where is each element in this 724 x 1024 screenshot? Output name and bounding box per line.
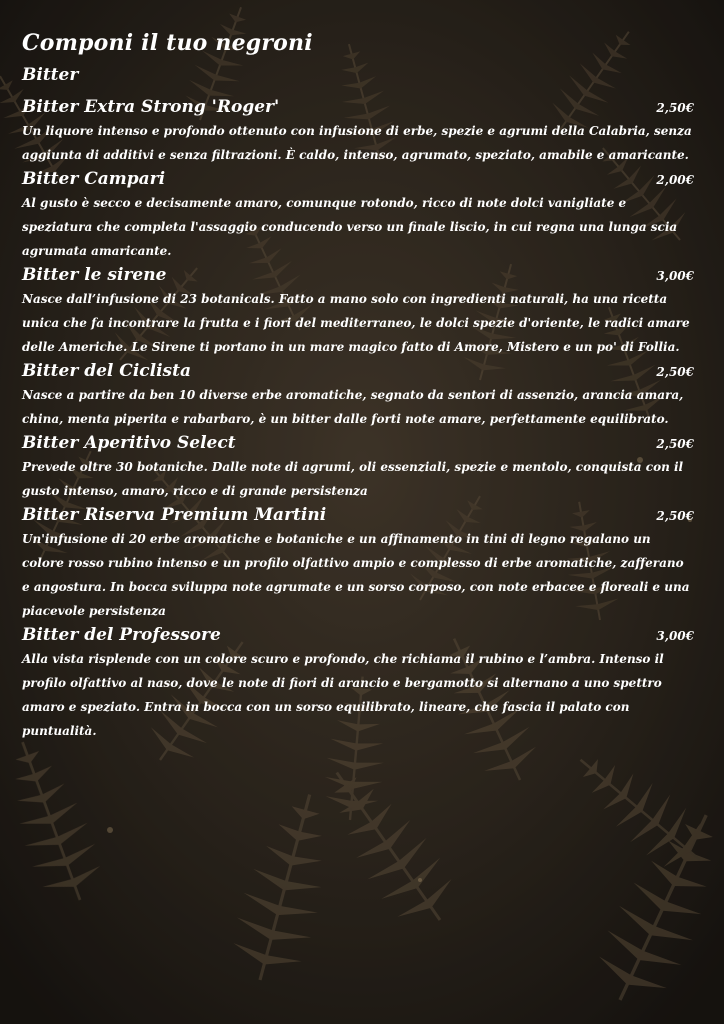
item-price: 2,50€ [656, 437, 694, 451]
item-name: Bitter le sirene [22, 265, 167, 285]
item-description: Alla vista risplende con un colore scuro e profondo, che richiama il rubino e l’ambra. Intenso il profilo olfattivo al naso, dove le note di fiori di arancio e bergamotto si alternano a uno spettro amaro e speziato. Entra in bocca con un sorso equilibrato, lineare, che fascia il palato con puntualità. [22, 652, 664, 738]
item-price: 3,00€ [656, 629, 694, 643]
menu-item [22, 360, 694, 431]
item-price: 2,50€ [656, 101, 694, 115]
item-name: Bitter Campari [22, 169, 166, 189]
item-name: Bitter Extra Strong 'Roger' [22, 97, 280, 117]
item-name: Bitter del Professore [22, 625, 221, 645]
item-price: 2,00€ [656, 173, 694, 187]
item-description: Un liquore intenso e profondo ottenuto con infusione di erbe, spezie e agrumi della Calabria, senza aggiunta di additivi e senza filtrazioni. È caldo, intenso, agrumato, speziato, amabile e amaricante. [22, 124, 692, 162]
item-name: Bitter del Ciclista [22, 361, 191, 381]
item-description: Al gusto è secco e decisamente amaro, comunque rotondo, ricco di note dolci vanigliate e speziatura che completa l'assaggio conducendo verso un finale liscio, in cui regna una lunga scia agrumata amaricante. [22, 196, 678, 258]
menu-item [22, 432, 694, 503]
menu-item [22, 168, 694, 263]
item-price: 2,50€ [656, 509, 694, 523]
item-description: Prevede oltre 30 botaniche. Dalle note di agrumi, oli essenziali, spezie e mentolo, conquista con il gusto intenso, amaro, ricco e di grande persistenza [22, 460, 684, 498]
item-price: 3,00€ [656, 269, 694, 283]
item-price: 2,50€ [656, 365, 694, 379]
item-description: Nasce dall’infusione di 23 botanicals. Fatto a mano solo con ingredienti naturali, ha una ricetta unica che fa incontrare la frutta e i fiori del mediterraneo, le dolci spezie d'oriente, le radici amare delle Americhe. Le Sirene ti portano in un mare magico fatto di Amore, Mistero e un po' di Follia. [22, 292, 690, 354]
menu-item [22, 96, 694, 167]
item-name: Bitter Aperitivo Select [22, 433, 236, 453]
section-title: Bitter [22, 65, 79, 85]
item-description: Un'infusione di 20 erbe aromatiche e botaniche e un affinamento in tini di legno regalano un colore rosso rubino intenso e un profilo olfattivo ampio e complesso di erbe aromatiche, zafferano e angostura. In bocca sviluppa note agrumate e un sorso corposo, con note erbacee e floreali e una piacevole persistenza [22, 532, 690, 618]
menu-item [22, 264, 694, 359]
item-name: Bitter Riserva Premium Martini [22, 505, 327, 525]
menu-content [22, 28, 694, 744]
item-description: Nasce a partire da ben 10 diverse erbe aromatiche, segnato da sentori di assenzio, arancia amara, china, menta piperita e rabarbaro, è un bitter dalle forti note amare, perfettamente equilibrato. [22, 388, 684, 426]
page-title: Componi il tuo negroni [22, 30, 313, 56]
menu-item [22, 624, 694, 743]
menu-item [22, 504, 694, 623]
